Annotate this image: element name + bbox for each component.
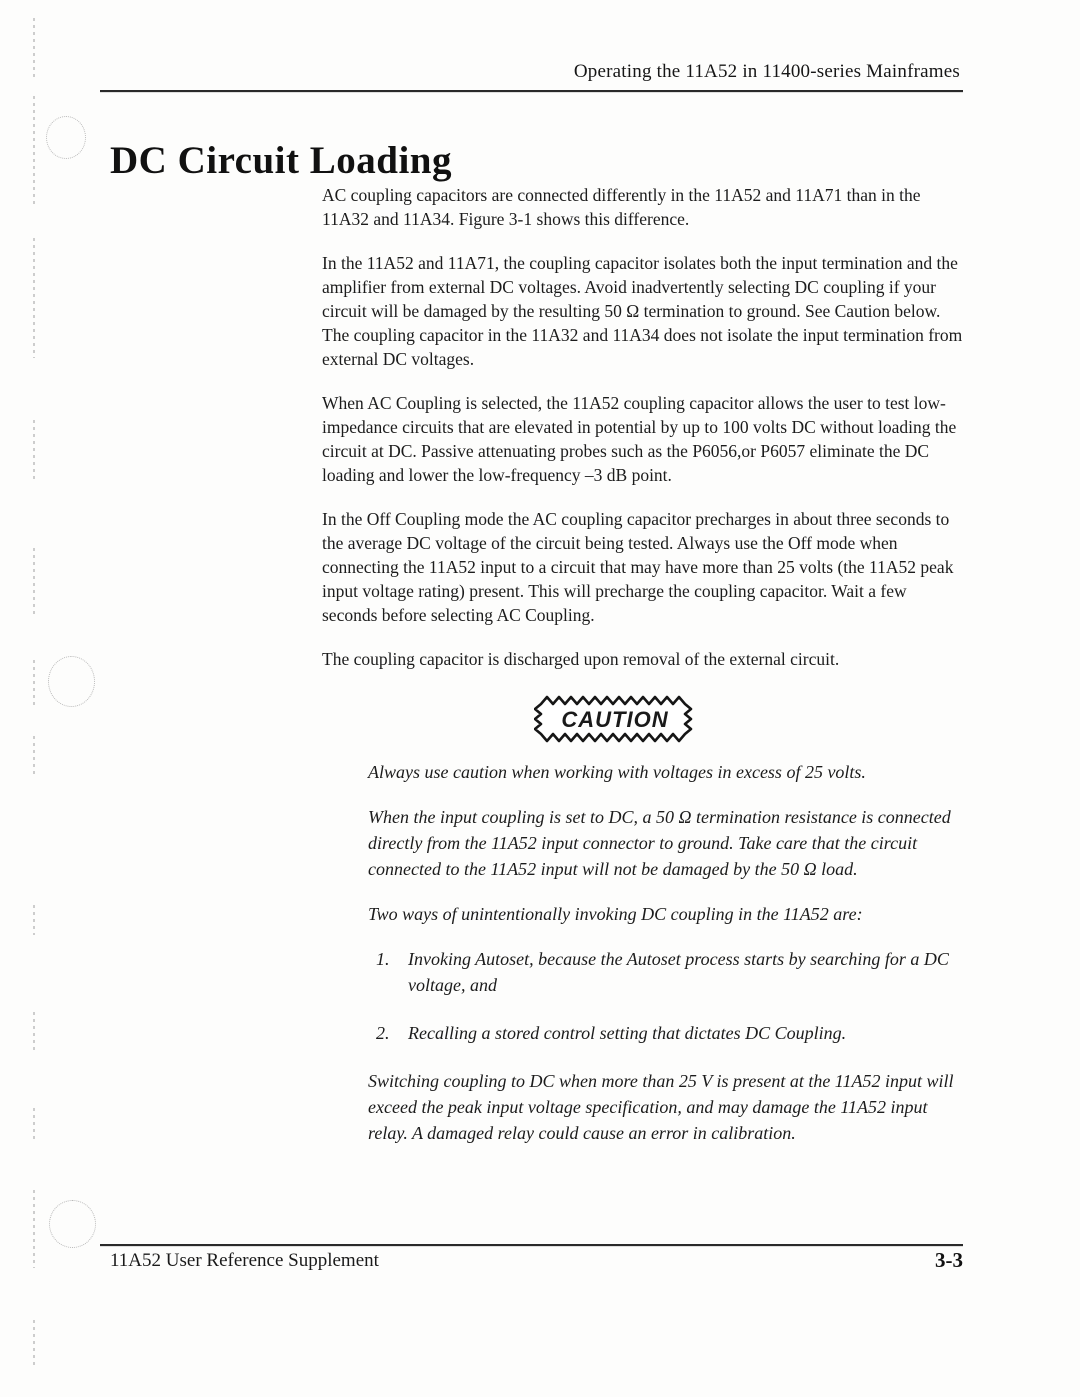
scan-dash-artifact	[33, 420, 35, 480]
scan-dash-artifact	[33, 1190, 35, 1268]
caution-lead: Always use caution when working with voltages in excess of 25 volts.	[368, 762, 866, 782]
scan-dash-artifact	[33, 96, 35, 206]
scan-ring-artifact	[49, 1200, 96, 1248]
body-column	[322, 183, 966, 1165]
list-item-number: 2.	[376, 1023, 390, 1043]
caution-block	[322, 759, 966, 1146]
body-paragraph-1: AC coupling capacitors are connected differently in the 11A52 and 11A71 than in the 11A32 and 11A34. Figure 3-1 shows this difference.	[322, 185, 921, 229]
scan-dash-artifact	[33, 1108, 35, 1142]
caution-stamp-label: CAUTION	[561, 707, 669, 732]
header-running-title: Operating the 11A52 in 11400-series Mainframes	[573, 61, 960, 82]
scan-ring-artifact	[46, 116, 86, 159]
list-item-text: Invoking Autoset, because the Autoset process starts by searching for a DC voltage, and	[408, 949, 949, 995]
list-item	[376, 946, 966, 998]
footer-rule	[100, 1244, 963, 1246]
scan-dash-artifact	[33, 660, 35, 708]
caution-stamp	[534, 691, 696, 747]
footer-page-number: 3-3	[935, 1248, 963, 1272]
footer-doc-title: 11A52 User Reference Supplement	[110, 1250, 379, 1271]
list-item	[376, 1020, 966, 1046]
caution-paragraph-1: When the input coupling is set to DC, a 50 Ω termination resistance is connected directly from the 11A52 input connector to ground. Take care that the circuit connected to the 11A52 input will not be damaged by the 50 Ω load.	[368, 807, 951, 879]
caution-closing: Switching coupling to DC when more than 25 V is present at the 11A52 input will exceed the peak input voltage specification, and may damage the 11A52 input relay. A damaged relay could cause an error in calibration.	[368, 1071, 954, 1143]
scan-dash-artifact	[33, 1012, 35, 1052]
page-title: DC Circuit Loading	[110, 139, 452, 183]
scan-dash-artifact	[33, 238, 35, 358]
scan-dash-artifact	[33, 736, 35, 776]
header-rule	[100, 90, 963, 92]
body-paragraph-3: When AC Coupling is selected, the 11A52 coupling capacitor allows the user to test low-impedance circuits that are elevated in potential by up to 100 volts DC without loading the circuit at DC. Passive attenuating probes such as the P6056,or P6057 eliminate the DC loading and lower the low-frequency –3 dB point.	[322, 393, 957, 485]
list-item-number: 1.	[376, 949, 390, 969]
body-paragraph-5: The coupling capacitor is discharged upon removal of the external circuit.	[322, 649, 840, 669]
caution-paragraph-2: Two ways of unintentionally invoking DC coupling in the 11A52 are:	[368, 904, 863, 924]
scan-dash-artifact	[33, 548, 35, 618]
scan-ring-artifact	[48, 656, 95, 707]
scan-dash-artifact	[33, 18, 35, 78]
caution-list	[368, 946, 966, 1046]
scan-dash-artifact	[33, 1320, 35, 1366]
body-paragraph-2: In the 11A52 and 11A71, the coupling capacitor isolates both the input termination and the amplifier from external DC voltages. Avoid inadvertently selecting DC coupling if your circuit will be damaged by the resulting 50 Ω termination to ground. See Caution below. The coupling capacitor in the 11A32 and 11A34 does not isolate the input termination from external DC voltages.	[322, 253, 963, 369]
scan-dash-artifact	[33, 905, 35, 935]
body-paragraph-4: In the Off Coupling mode the AC coupling capacitor precharges in about three seconds to the average DC voltage of the circuit being tested. Always use the Off mode when connecting the 11A52 input to a circuit that may have more than 25 volts (the 11A52 peak input voltage rating) present. This will precharge the coupling capacitor. Wait a few seconds before selecting AC Coupling.	[322, 509, 954, 625]
list-item-text: Recalling a stored control setting that dictates DC Coupling.	[408, 1023, 847, 1043]
caution-stamp-icon	[534, 691, 696, 747]
